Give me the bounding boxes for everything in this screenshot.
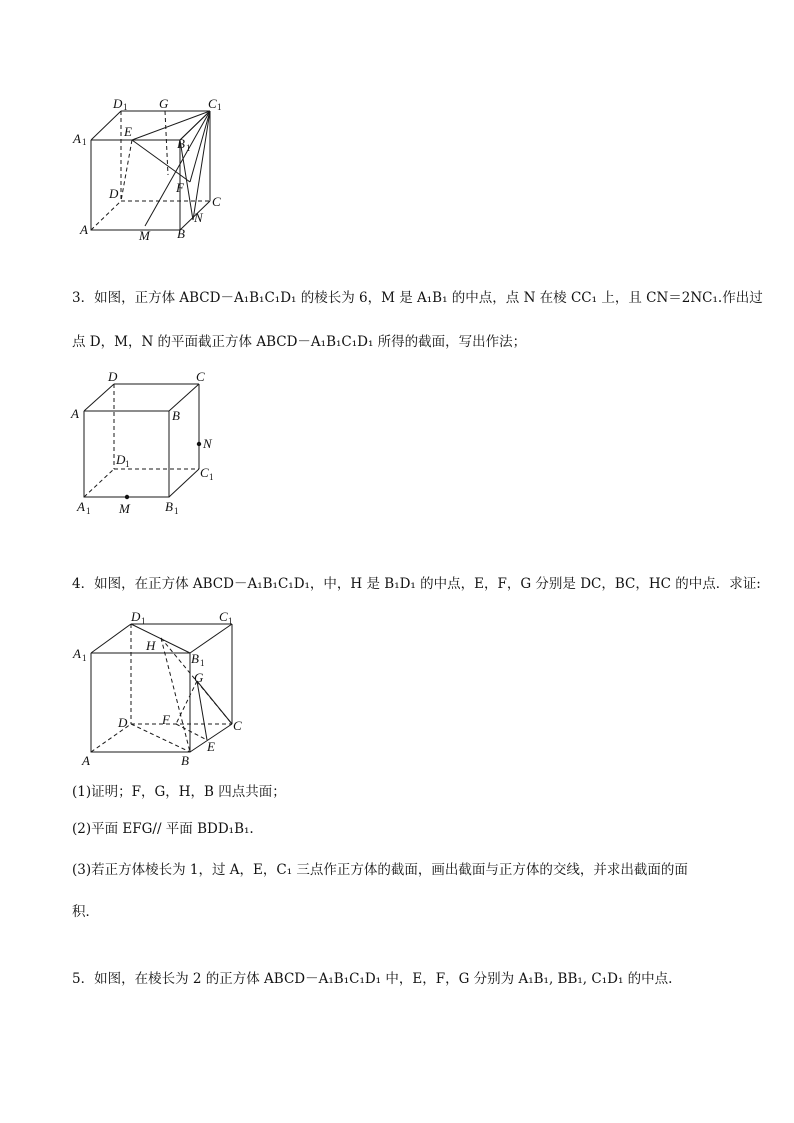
fig1-label-g: G <box>159 96 169 111</box>
fig3-label-c1: C <box>219 609 228 624</box>
fig3-edge-b1c1 <box>190 624 232 653</box>
fig1-label-d: D <box>109 186 119 201</box>
fig3-label-e: E <box>207 739 215 754</box>
fig3-sub: 1 <box>82 653 87 663</box>
fig2-label-b1: B <box>165 499 173 514</box>
fig3-label-g: G <box>194 670 204 685</box>
fig3-label-h: H <box>146 638 156 653</box>
fig1-sub: 1 <box>123 102 128 112</box>
fig2-label-c: C <box>196 369 205 384</box>
fig3-line-g-e <box>197 681 207 740</box>
fig3-label-d: D <box>118 715 128 730</box>
fig1-label-m: M <box>139 228 150 243</box>
fig2-label-m: M <box>119 501 130 516</box>
fig2-sub: 1 <box>86 506 91 516</box>
problem-4-q3-line1: (3)若正方体棱长为 1，过 A，E，C₁ 三点作正方体的截面，画出截面与正方体的交线，并求出截面的面 <box>72 862 688 878</box>
fig1-label-c1: C <box>208 96 217 111</box>
fig1-label-a: A <box>80 222 88 237</box>
fig1-sub: 1 <box>82 137 87 147</box>
fig2-sub: 1 <box>174 506 179 516</box>
fig1-label-a1: A <box>73 131 81 146</box>
fig3-sub: 1 <box>141 616 146 626</box>
problem-4-q2: (2)平面 EFG// 平面 BDD₁B₁. <box>72 821 254 837</box>
fig3-label-b: B <box>181 753 189 768</box>
fig1-sub: 1 <box>186 143 191 153</box>
problem-4-q3-line2: 积． <box>72 904 99 920</box>
fig3-label-c: C <box>233 718 242 733</box>
fig2-label-a1: A <box>77 499 85 514</box>
fig2-label-c1: C <box>200 465 209 480</box>
fig3-line-g-c <box>197 681 232 724</box>
problem-4-intro: 4．如图，在正方体 ABCD－A₁B₁C₁D₁，中，H 是 B₁D₁ 的中点，E，F，G 分别是 DC，BC，HC 的中点．求证: <box>72 576 761 592</box>
fig2-label-d: D <box>108 369 118 384</box>
fig2-label-b: B <box>172 408 180 423</box>
figure-3-cube <box>0 0 280 780</box>
figure-3-svg <box>0 0 280 780</box>
fig2-sub: 1 <box>125 459 130 469</box>
fig3-line-d1-b1 <box>131 624 190 653</box>
fig1-label-b1: B <box>177 136 185 151</box>
fig2-label-a: A <box>71 406 79 421</box>
fig1-sub: 1 <box>217 102 222 112</box>
fig3-label-d1: D <box>131 609 141 624</box>
fig1-label-e: E <box>124 124 132 139</box>
fig2-label-n: N <box>203 436 212 451</box>
fig3-line-g-f <box>176 681 197 724</box>
problem-3-line-2: 点 D，M，N 的平面截正方体 ABCD－A₁B₁C₁D₁ 所得的截面，写出作法； <box>72 334 527 350</box>
fig3-front-face <box>91 653 190 752</box>
fig1-label-c: C <box>212 194 221 209</box>
fig1-label-b: B <box>177 226 185 241</box>
problem-3-line-1: 3．如图，正方体 ABCD－A₁B₁C₁D₁ 的棱长为 6，M 是 A₁B₁ 的中点，点 N 在棱 CC₁ 上，且 CN＝2NC₁.作出过 <box>72 290 763 306</box>
fig2-sub: 1 <box>209 472 214 482</box>
fig3-sub: 1 <box>228 616 233 626</box>
fig3-label-b1: B <box>191 651 199 666</box>
fig2-label-d1: D <box>116 452 126 467</box>
fig3-sub: 1 <box>200 658 205 668</box>
fig1-label-f: F <box>176 180 184 195</box>
problem-4-q1: (1)证明；F，G，H，B 四点共面； <box>72 784 286 800</box>
fig1-label-n: N <box>194 210 203 225</box>
fig3-label-f: F <box>162 712 170 727</box>
problem-5-text: 5．如图，在棱长为 2 的正方体 ABCD－A₁B₁C₁D₁ 中，E，F，G 分别为 A₁B₁, BB₁, C₁D₁ 的中点. <box>72 971 673 987</box>
fig3-line-f-e <box>176 724 207 740</box>
fig1-label-d1: D <box>113 96 123 111</box>
fig3-label-a: A <box>82 753 90 768</box>
fig3-label-a1: A <box>73 646 81 661</box>
fig3-line-d-b <box>131 724 190 752</box>
fig3-edge-a1d1 <box>91 624 131 653</box>
